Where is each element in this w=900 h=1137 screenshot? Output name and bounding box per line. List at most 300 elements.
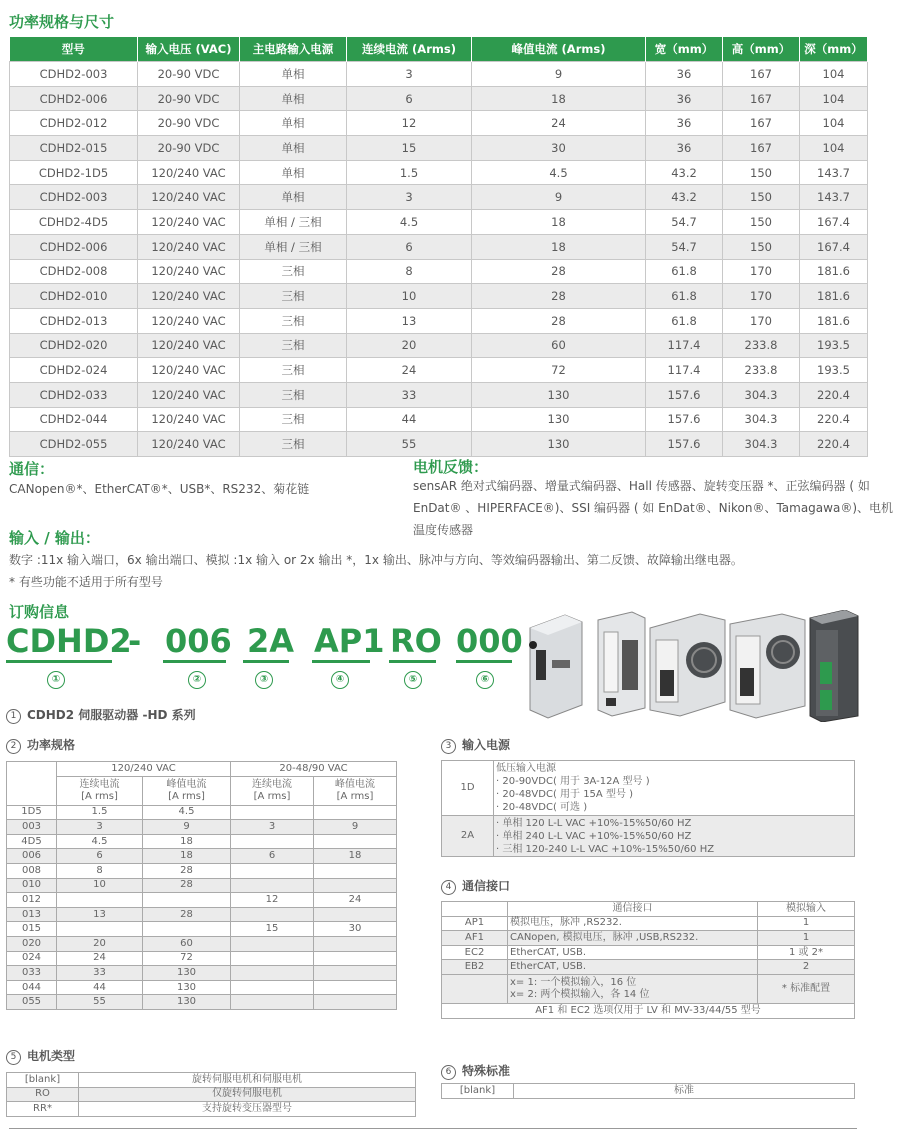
spec-cell: 181.6: [800, 308, 868, 333]
spec-cell: 181.6: [800, 259, 868, 284]
motor-cell: [blank]: [7, 1073, 79, 1088]
power-cell: 9: [143, 820, 231, 835]
spec-cell: CDHD2-008: [10, 259, 138, 284]
spec-cell: 150: [723, 234, 800, 259]
comm-row: [442, 916, 855, 931]
power-cell: 013: [7, 907, 57, 922]
comm-std-note: * 标准配置: [758, 974, 855, 1003]
power-cell: 3: [231, 820, 314, 835]
power-cell: 024: [7, 951, 57, 966]
spec-row: [10, 160, 868, 185]
spec-cell: 9: [472, 185, 646, 210]
comm-row: [442, 945, 855, 960]
marker-3: ③: [255, 671, 273, 689]
spec-cell: 120/240 VAC: [138, 308, 240, 333]
spec-header-cell: 输入电压 (VAC): [138, 37, 240, 62]
power-row: [7, 878, 397, 893]
spec-cell: 28: [472, 259, 646, 284]
input-power-table: 1D 低压输入电源 · 20-90VDC( 用于 3A-12A 型号 ) · 20-48VDC( 用于 15A 型号 ) · 20-48VDC( 可选 ) 2A · 单相 120 L-L VAC +10%-15%50/60 HZ · 单相 240 L-L VAC +10%-15%50/60 HZ · 三相 120-240 L-L VAC +10%-15%50/60 HZ: [441, 760, 855, 857]
comm-row: [442, 931, 855, 946]
spec-cell: 单相: [240, 86, 347, 111]
spec-cell: 220.4: [800, 432, 868, 457]
spec-cell: 170: [723, 284, 800, 309]
special-num: 6: [441, 1065, 456, 1080]
motor-row: [7, 1102, 416, 1117]
spec-cell: CDHD2-044: [10, 407, 138, 432]
power-row: [7, 805, 397, 820]
spec-cell: CDHD2-055: [10, 432, 138, 457]
power-cell: 9: [314, 820, 397, 835]
spec-cell: 单相 / 三相: [240, 210, 347, 235]
code-input: 2A: [247, 622, 295, 660]
spec-cell: 304.3: [723, 432, 800, 457]
power-cont-2: 连续电流: [252, 778, 293, 790]
power-row: [7, 820, 397, 835]
input-power-num: 3: [441, 739, 456, 754]
power-cell: [231, 805, 314, 820]
motor-num: 5: [6, 1050, 21, 1065]
spec-cell: 36: [646, 62, 723, 87]
spec-cell: CDHD2-020: [10, 333, 138, 358]
feedback-line1: sensAR 绝对式编码器、增量式编码器、Hall 传感器、旋转变压器 *、正弦编码器 ( 如: [413, 479, 870, 493]
underline-comm: [312, 660, 370, 663]
power-cell: 044: [7, 980, 57, 995]
code-dash: -: [128, 622, 142, 660]
special-table: [441, 1083, 855, 1099]
spec-table-header: [10, 37, 868, 62]
spec-cell: 150: [723, 210, 800, 235]
comm-cell: CANopen, 模拟电压，脉冲 ,USB,RS232.: [508, 931, 758, 946]
spec-row: [10, 111, 868, 136]
spec-table-body: [10, 62, 868, 457]
spec-row: [10, 308, 868, 333]
io-text: 数字 :11x 输入端口，6x 输出端口、模拟 :1x 输入 or 2x 输出 *，1x 输出、脉冲与方向、等效编码器输出、第二反馈、故障输出继电器。: [9, 553, 743, 567]
comm-h1: 通信接口: [508, 902, 758, 917]
spec-cell: 三相: [240, 259, 347, 284]
power-cell: 24: [314, 893, 397, 908]
power-cell: 130: [143, 966, 231, 981]
power-cell: 1.5: [57, 805, 143, 820]
spec-cell: 167.4: [800, 234, 868, 259]
comm-cell: 1: [758, 931, 855, 946]
spec-cell: 167: [723, 62, 800, 87]
power-cell: [143, 922, 231, 937]
motor-cell: 旋转伺服电机和伺服电机: [79, 1073, 416, 1088]
power-cell: 3: [57, 820, 143, 835]
bottom-rule: [9, 1128, 857, 1129]
spec-cell: 193.5: [800, 358, 868, 383]
power-cell: [143, 893, 231, 908]
spec-cell: 304.3: [723, 382, 800, 407]
spec-cell: 15: [347, 136, 472, 161]
spec-header-cell: 深（mm）: [800, 37, 868, 62]
spec-cell: 170: [723, 259, 800, 284]
spec-cell: 单相: [240, 111, 347, 136]
power-cell: [231, 980, 314, 995]
comm-title: 通信：: [9, 460, 55, 478]
product-drives-image: [520, 610, 860, 722]
spec-cell: 9: [472, 62, 646, 87]
power-cell: 30: [314, 922, 397, 937]
spec-cell: 24: [472, 111, 646, 136]
spec-cell: 193.5: [800, 333, 868, 358]
underline-series: [6, 660, 112, 663]
comm-x-row: [442, 974, 855, 1003]
spec-cell: 三相: [240, 407, 347, 432]
power-unit-2: [A rms]: [168, 790, 205, 802]
special-cell: 标准: [514, 1084, 855, 1099]
power-heading: [6, 736, 75, 754]
spec-row: [10, 210, 868, 235]
spec-cell: CDHD2-006: [10, 234, 138, 259]
marker-2: ②: [188, 671, 206, 689]
spec-cell: 36: [646, 136, 723, 161]
power-cell: 4.5: [143, 805, 231, 820]
spec-row: [10, 185, 868, 210]
spec-cell: 120/240 VAC: [138, 259, 240, 284]
power-cell: [314, 966, 397, 981]
spec-cell: CDHD2-013: [10, 308, 138, 333]
spec-cell: 120/240 VAC: [138, 407, 240, 432]
motor-heading: [6, 1047, 75, 1065]
spec-cell: 104: [800, 86, 868, 111]
spec-cell: 1.5: [347, 160, 472, 185]
spec-cell: 20-90 VDC: [138, 136, 240, 161]
spec-cell: 三相: [240, 333, 347, 358]
spec-cell: 120/240 VAC: [138, 234, 240, 259]
spec-cell: 120/240 VAC: [138, 382, 240, 407]
spec-cell: 单相: [240, 160, 347, 185]
spec-cell: 13: [347, 308, 472, 333]
spec-cell: 117.4: [646, 358, 723, 383]
power-row: [7, 907, 397, 922]
power-cell: 4.5: [57, 834, 143, 849]
spec-cell: 120/240 VAC: [138, 284, 240, 309]
power-cell: 008: [7, 863, 57, 878]
spec-header-cell: 型号: [10, 37, 138, 62]
spec-cell: 20-90 VDC: [138, 86, 240, 111]
power-cell: 28: [143, 907, 231, 922]
spec-cell: 6: [347, 86, 472, 111]
power-cell: 012: [7, 893, 57, 908]
power-cell: 44: [57, 980, 143, 995]
power-unit-4: [A rms]: [336, 790, 374, 802]
spec-cell: 28: [472, 308, 646, 333]
power-cell: 4D5: [7, 834, 57, 849]
spec-cell: 3: [347, 185, 472, 210]
spec-cell: 220.4: [800, 382, 868, 407]
comm-cell: 2: [758, 960, 855, 975]
power-cell: [231, 936, 314, 951]
drive-image-2: [598, 612, 645, 716]
power-row: [7, 893, 397, 908]
spec-header-cell: 宽（mm）: [646, 37, 723, 62]
spec-cell: 130: [472, 432, 646, 457]
power-cell: [231, 951, 314, 966]
comm-cell: 1 或 2*: [758, 945, 855, 960]
power-cell: [231, 834, 314, 849]
comm-cell: AF1: [442, 931, 508, 946]
underline-motor: [389, 660, 436, 663]
power-row: [7, 849, 397, 864]
spec-cell: 18: [472, 210, 646, 235]
power-cell: 18: [143, 849, 231, 864]
drive-image-4: [730, 614, 805, 718]
spec-cell: 72: [472, 358, 646, 383]
power-cell: 18: [143, 834, 231, 849]
comm-cell: EtherCAT, USB.: [508, 960, 758, 975]
power-cell: [314, 834, 397, 849]
spec-header-cell: 高（mm）: [723, 37, 800, 62]
code-motor: RO: [390, 622, 442, 660]
spec-row: [10, 136, 868, 161]
spec-cell: 150: [723, 185, 800, 210]
power-unit-1: [A rms]: [81, 790, 118, 802]
code-special: 000: [456, 622, 523, 660]
spec-cell: 44: [347, 407, 472, 432]
power-cell: [314, 805, 397, 820]
power-cell: 010: [7, 878, 57, 893]
power-cell: 24: [57, 951, 143, 966]
spec-cell: 61.8: [646, 259, 723, 284]
spec-header-cell: 连续电流 (Arms): [347, 37, 472, 62]
comm-cell: 模拟电压，脉冲 ,RS232.: [508, 916, 758, 931]
marker-5: ⑤: [404, 671, 422, 689]
spec-cell: 24: [347, 358, 472, 383]
spec-row: [10, 432, 868, 457]
comm-footer: AF1 和 EC2 选项仅用于 LV 和 MV-33/44/55 型号: [442, 1003, 855, 1018]
spec-row: [10, 284, 868, 309]
power-cell: [231, 995, 314, 1010]
code-series: CDHD2: [6, 622, 132, 660]
underline-special: [456, 660, 512, 663]
power-title: 功率规格: [27, 738, 76, 752]
spec-cell: 10: [347, 284, 472, 309]
spec-cell: 54.7: [646, 210, 723, 235]
spec-cell: 三相: [240, 308, 347, 333]
comm-h2: 模拟输入: [758, 902, 855, 917]
power-unit-3: [A rms]: [253, 790, 291, 802]
power-cell: 055: [7, 995, 57, 1010]
power-cell: 60: [143, 936, 231, 951]
io-note: * 有些功能不适用于所有型号: [9, 575, 163, 589]
power-table: [6, 761, 397, 1010]
spec-cell: 36: [646, 86, 723, 111]
spec-cell: CDHD2-010: [10, 284, 138, 309]
power-row: [7, 951, 397, 966]
spec-cell: 120/240 VAC: [138, 160, 240, 185]
spec-cell: 30: [472, 136, 646, 161]
input-power-title: 输入电源: [462, 738, 511, 752]
spec-cell: 3: [347, 62, 472, 87]
spec-cell: CDHD2-006: [10, 86, 138, 111]
spec-cell: 143.7: [800, 185, 868, 210]
spec-cell: CDHD2-024: [10, 358, 138, 383]
power-cell: [314, 936, 397, 951]
spec-cell: 130: [472, 382, 646, 407]
series-title: CDHD2 伺服驱动器 -HD 系列: [27, 708, 196, 722]
power-cell: [314, 907, 397, 922]
drive-image-5: [810, 610, 858, 722]
power-cell: 130: [143, 995, 231, 1010]
spec-row: [10, 382, 868, 407]
spec-cell: 4.5: [347, 210, 472, 235]
marker-4: ④: [331, 671, 349, 689]
power-cell: 015: [7, 922, 57, 937]
spec-header-cell: 主电路输入电源: [240, 37, 347, 62]
spec-row: [10, 259, 868, 284]
power-cell: 6: [231, 849, 314, 864]
input-power-heading: [441, 736, 510, 754]
power-cell: 6: [57, 849, 143, 864]
spec-cell: CDHD2-003: [10, 62, 138, 87]
spec-cell: 117.4: [646, 333, 723, 358]
spec-cell: 157.6: [646, 432, 723, 457]
power-cell: [314, 878, 397, 893]
power-cell: 10: [57, 878, 143, 893]
power-row: [7, 936, 397, 951]
power-cell: 33: [57, 966, 143, 981]
special-cell: [blank]: [442, 1084, 514, 1099]
spec-cell: 61.8: [646, 284, 723, 309]
motor-table: [6, 1072, 416, 1117]
series-num: 1: [6, 709, 21, 724]
spec-cell: 104: [800, 62, 868, 87]
spec-cell: 233.8: [723, 358, 800, 383]
motor-cell: RO: [7, 1087, 79, 1102]
power-cell: 20: [57, 936, 143, 951]
comm-cell: 1: [758, 916, 855, 931]
spec-row: [10, 407, 868, 432]
spec-header-cell: 峰值电流 (Arms): [472, 37, 646, 62]
marker-6: ⑥: [476, 671, 494, 689]
spec-cell: 120/240 VAC: [138, 210, 240, 235]
io-title: 输入 / 输出：: [9, 529, 100, 547]
feedback-title: 电机反馈：: [413, 458, 489, 476]
special-heading: [441, 1062, 510, 1080]
motor-row: [7, 1087, 416, 1102]
order-title: 订购信息: [9, 603, 70, 621]
spec-cell: 36: [646, 111, 723, 136]
power-row: [7, 995, 397, 1010]
spec-cell: CDHD2-4D5: [10, 210, 138, 235]
motor-row: [7, 1073, 416, 1088]
spec-cell: 6: [347, 234, 472, 259]
underline-power: [163, 660, 226, 663]
spec-cell: 120/240 VAC: [138, 432, 240, 457]
spec-cell: 143.7: [800, 160, 868, 185]
power-peak-2: 峰值电流: [335, 778, 376, 790]
spec-cell: 167: [723, 111, 800, 136]
power-num: 2: [6, 739, 21, 754]
power-cell: 15: [231, 922, 314, 937]
spec-cell: 120/240 VAC: [138, 333, 240, 358]
spec-cell: CDHD2-015: [10, 136, 138, 161]
comm-cell: EtherCAT, USB.: [508, 945, 758, 960]
spec-row: [10, 358, 868, 383]
spec-cell: 三相: [240, 382, 347, 407]
code-comm: AP1: [314, 622, 385, 660]
power-cell: 033: [7, 966, 57, 981]
spec-row: [10, 86, 868, 111]
special-title: 特殊标准: [462, 1064, 511, 1078]
spec-cell: 8: [347, 259, 472, 284]
power-cell: 020: [7, 936, 57, 951]
special-row: [442, 1084, 855, 1099]
input-code-2a: 2A: [442, 816, 494, 857]
spec-cell: 233.8: [723, 333, 800, 358]
power-cont-1: 连续电流: [79, 778, 120, 790]
spec-cell: 20-90 VDC: [138, 62, 240, 87]
spec-cell: 三相: [240, 284, 347, 309]
power-cell: 006: [7, 849, 57, 864]
spec-cell: 单相 / 三相: [240, 234, 347, 259]
spec-cell: 120/240 VAC: [138, 358, 240, 383]
spec-cell: 167.4: [800, 210, 868, 235]
power-cell: [231, 863, 314, 878]
spec-cell: 104: [800, 136, 868, 161]
power-row: [7, 980, 397, 995]
spec-cell: 单相: [240, 185, 347, 210]
power-cell: [231, 878, 314, 893]
spec-cell: 170: [723, 308, 800, 333]
spec-cell: 220.4: [800, 407, 868, 432]
power-group-1: 120/240 VAC: [57, 762, 231, 777]
comm-footer-row: [442, 1003, 855, 1018]
power-group-2: 20-48/90 VAC: [231, 762, 397, 777]
spec-cell: 单相: [240, 62, 347, 87]
spec-cell: CDHD2-003: [10, 185, 138, 210]
power-cell: 130: [143, 980, 231, 995]
power-cell: 13: [57, 907, 143, 922]
comm-text: CANopen®*、EtherCAT®*、USB*、RS232、菊花链: [9, 482, 310, 496]
power-row: [7, 863, 397, 878]
spec-cell: 18: [472, 234, 646, 259]
series-heading: [6, 706, 196, 724]
spec-section-title: 功率规格与尺寸: [9, 13, 115, 31]
spec-cell: 104: [800, 111, 868, 136]
power-cell: [314, 980, 397, 995]
power-cell: 28: [143, 878, 231, 893]
spec-cell: 167: [723, 136, 800, 161]
spec-row: [10, 333, 868, 358]
motor-cell: 仅旋转伺服电机: [79, 1087, 416, 1102]
comm-x-note: x= 1: 一个模拟输入，16 位 x= 2: 两个模拟输入，各 14 位: [508, 974, 758, 1003]
comm-cell: AP1: [442, 916, 508, 931]
power-cell: [314, 951, 397, 966]
comm-iface-num: 4: [441, 880, 456, 895]
spec-cell: 181.6: [800, 284, 868, 309]
power-row: [7, 922, 397, 937]
power-cell: 72: [143, 951, 231, 966]
spec-cell: 304.3: [723, 407, 800, 432]
motor-cell: RR*: [7, 1102, 79, 1117]
power-cell: 12: [231, 893, 314, 908]
spec-cell: 12: [347, 111, 472, 136]
power-cell: [231, 966, 314, 981]
spec-cell: 43.2: [646, 160, 723, 185]
spec-cell: 33: [347, 382, 472, 407]
power-cell: [314, 863, 397, 878]
spec-cell: 167: [723, 86, 800, 111]
power-row: [7, 966, 397, 981]
spec-cell: 120/240 VAC: [138, 185, 240, 210]
power-cell: 003: [7, 820, 57, 835]
spec-cell: CDHD2-1D5: [10, 160, 138, 185]
power-cell: [57, 893, 143, 908]
spec-cell: 43.2: [646, 185, 723, 210]
power-cell: 8: [57, 863, 143, 878]
